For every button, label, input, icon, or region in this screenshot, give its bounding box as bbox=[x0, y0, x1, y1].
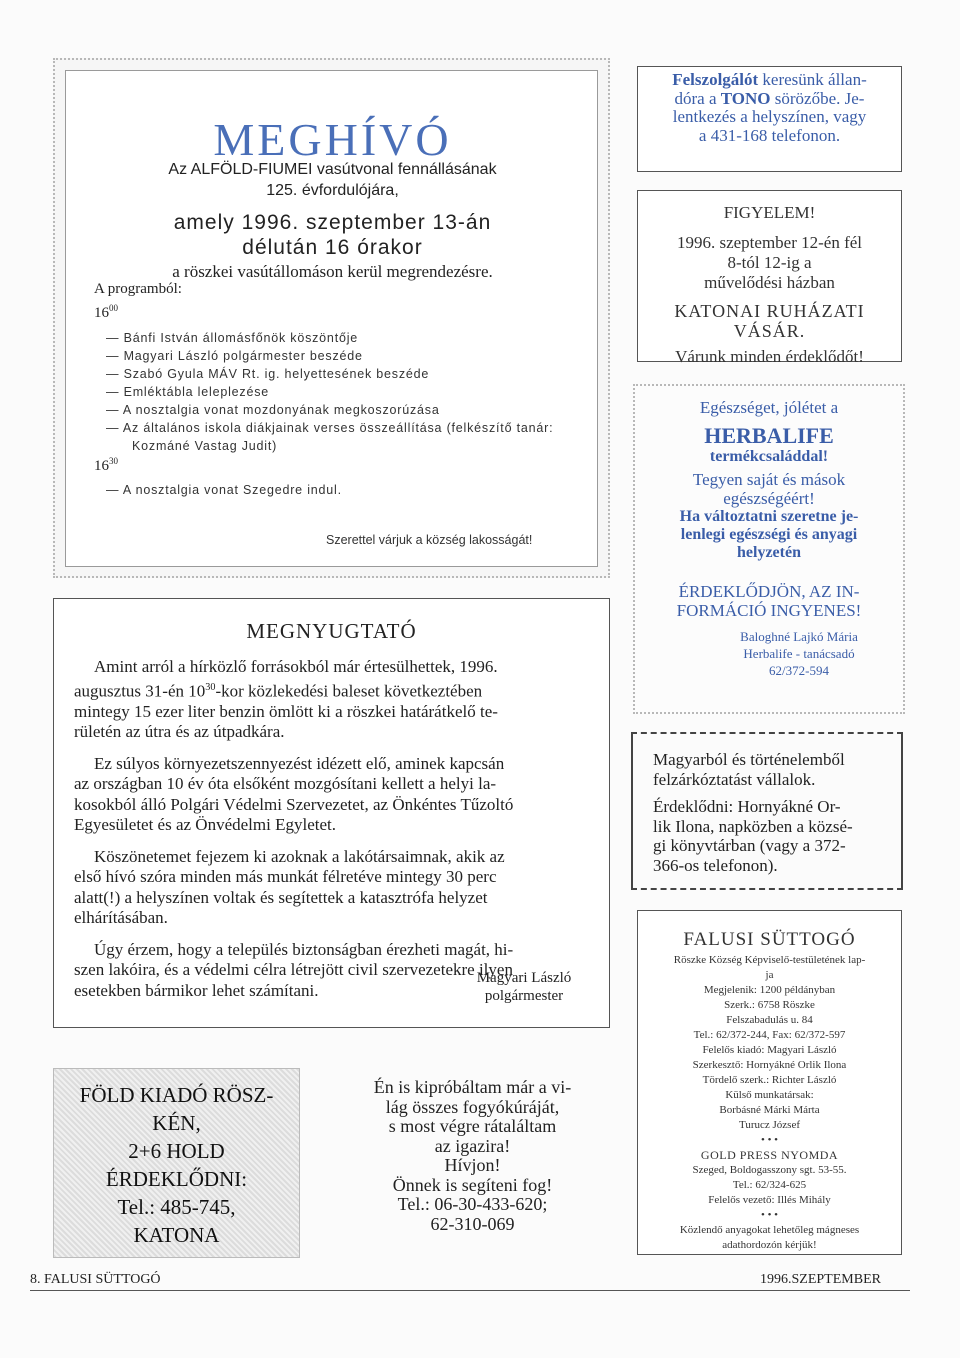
invitation-closing: Szerettel várjuk a község lakosságát! bbox=[326, 533, 533, 547]
tutoring-ad bbox=[631, 732, 903, 890]
program-time-2-min: 30 bbox=[109, 456, 118, 466]
bar-ad-text: sörözőbe. Je- bbox=[770, 88, 865, 108]
masthead-title: FALUSI SÜTTOGÓ bbox=[683, 929, 856, 950]
program-item-final: — A nosztalgia vonat Szegedre indul. bbox=[106, 483, 342, 497]
land-ad-line: KATONA bbox=[133, 1223, 220, 1247]
bar-ad bbox=[637, 66, 902, 172]
bar-ad-bold: Felszolgálót bbox=[672, 70, 759, 89]
bar-ad-line bbox=[638, 71, 901, 90]
land-ad-line: 2+6 HOLD bbox=[128, 1139, 225, 1163]
masthead-line: Borbásné Márki Márta bbox=[719, 1104, 820, 1116]
masthead-line: Szeged, Boldogasszony sgt. 53-55. bbox=[692, 1164, 847, 1176]
clothing-ad-line: 8-tól 12-ig a bbox=[727, 253, 812, 272]
masthead-line: Felelős kiadó: Magyari László bbox=[702, 1044, 837, 1056]
program-time-2 bbox=[94, 456, 118, 475]
program-item: — Bánfi István állomásfőnök köszöntője bbox=[106, 331, 359, 345]
masthead-box bbox=[637, 910, 902, 1255]
land-ad-line: ÉRDEKLŐDNI: bbox=[105, 1167, 248, 1191]
bar-ad-line: lentkezés a helyszínen, vagy bbox=[672, 107, 867, 126]
clothing-ad-line: VÁSÁR. bbox=[733, 321, 806, 341]
notice-line: rületén az útra és az útpadkára. bbox=[74, 722, 285, 742]
notice-text: -kor közlekedési baleset következtében bbox=[215, 681, 483, 701]
invitation-line-2: 125. évfordulójára, bbox=[266, 182, 399, 199]
diet-ad-line: 62-310-069 bbox=[430, 1213, 515, 1234]
invitation-title: MEGHÍVÓ bbox=[213, 114, 452, 165]
herbalife-line: egészségéért! bbox=[723, 489, 815, 508]
diet-ad-line: Én is kipróbáltam már a vi- bbox=[373, 1077, 572, 1097]
clothing-ad-line: FIGYELEM! bbox=[723, 203, 816, 222]
tutoring-line: gi könyvtárban (vagy a 372- bbox=[653, 836, 846, 855]
herbalife-ad bbox=[633, 384, 905, 714]
program-items bbox=[106, 329, 553, 455]
notice-line: Köszönetemet fejezem ki azoknak a lakótársaimnak, akik az bbox=[94, 846, 505, 866]
invitation-line-1: Az ALFÖLD-FIUMEI vasútvonal fennállásának bbox=[168, 161, 497, 178]
program-time-1-hour: 16 bbox=[94, 305, 109, 321]
herbalife-line: Egészséget, jólétet a bbox=[699, 398, 839, 417]
clothing-ad-line: 1996. szeptember 12-én fél bbox=[676, 233, 863, 252]
masthead-separator: • • • bbox=[760, 1209, 779, 1221]
masthead-separator: • • • bbox=[760, 1134, 779, 1146]
masthead-line: Tel.: 62/372-244, Fax: 62/372-597 bbox=[693, 1029, 846, 1041]
bar-ad-line: a 431-168 telefonon. bbox=[698, 125, 841, 145]
land-ad-line: KÉN, bbox=[152, 1111, 201, 1135]
masthead-line: Szerkesztő: Hornyákné Orlik Ilona bbox=[692, 1059, 847, 1071]
herbalife-line: ÉRDEKLŐDJÖN, AZ IN- bbox=[678, 582, 860, 601]
diet-ad-line: s most végre rátaláltam bbox=[388, 1116, 557, 1136]
bar-ad-text: dóra a bbox=[674, 88, 721, 108]
diet-ad-line: Hívjon! bbox=[444, 1155, 501, 1175]
notice-line: Egyesületet és az Önvédelmi Egyletet. bbox=[74, 815, 336, 835]
notice-line: Úgy érzem, hogy a település biztonságban érezheti magát, hi- bbox=[94, 939, 514, 959]
footer-right: 1996.SZEPTEMBER bbox=[760, 1272, 881, 1287]
notice-line: első hívó szóra minden más munkát félretéve mintegy 30 perc bbox=[74, 867, 497, 887]
masthead-line: Tördelő szerk.: Richter László bbox=[702, 1074, 837, 1086]
program-item: — A nosztalgia vonat mozdonyának megkoszorúzása bbox=[106, 403, 440, 417]
invitation-date: amely 1996. szeptember 13-án bbox=[173, 211, 492, 234]
masthead-line: Külső munkatársak: bbox=[725, 1089, 814, 1101]
masthead-line: Röszke Község Képviselő-testületének lap- bbox=[673, 954, 866, 966]
masthead-line: GOLD PRESS NYOMDA bbox=[700, 1148, 839, 1162]
notice-line bbox=[74, 678, 594, 702]
invitation-venue: a röszkei vasútállomáson kerül megrendezésre. bbox=[172, 262, 493, 281]
land-ad-line: Tel.: 485-745, bbox=[117, 1195, 236, 1219]
program-time-1 bbox=[94, 303, 118, 322]
notice-line: az országban 10 év óta elsőként mozgósítani kellett a helyi la- bbox=[74, 774, 497, 794]
invitation-time: délután 16 órakor bbox=[242, 236, 423, 259]
tutoring-line: Magyarból és történelemből bbox=[653, 750, 845, 769]
signature-name: Magyari László bbox=[476, 970, 572, 986]
notice-line: mintegy 15 ezer liter benzin ömlött ki a röszkei határátkelő te- bbox=[74, 701, 498, 721]
notice-time-sup: 30 bbox=[205, 681, 216, 693]
herbalife-line: FORMÁCIÓ INGYENES! bbox=[676, 601, 862, 620]
footer-rule bbox=[30, 1290, 910, 1291]
notice-box bbox=[53, 598, 610, 1028]
tutoring-line: lik Ilona, napközben a közsé- bbox=[653, 816, 853, 836]
diet-ad-line: Önnek is segíteni fog! bbox=[392, 1174, 553, 1195]
program-time-2-hour: 16 bbox=[94, 458, 109, 474]
herbalife-brand: HERBALIFE bbox=[704, 423, 834, 448]
notice-title: MEGNYUGTATÓ bbox=[246, 619, 417, 643]
notice-text: augusztus 31-én 10 bbox=[74, 681, 206, 701]
land-ad bbox=[53, 1068, 300, 1258]
program-item: — Magyari László polgármester beszéde bbox=[106, 349, 363, 363]
notice-line: Ez súlyos környezetszennyezést idézett elő, aminek kapcsán bbox=[94, 753, 505, 773]
masthead-line: Felelős vezető: Illés Mihály bbox=[708, 1194, 831, 1206]
diet-ad-line: Tel.: 06-30-433-620; bbox=[397, 1194, 548, 1214]
masthead-line: Felszabadulás u. 84 bbox=[726, 1014, 813, 1026]
notice-signature bbox=[449, 969, 599, 1005]
clothing-ad-line: Várunk minden érdeklődőt! bbox=[675, 347, 864, 366]
program-item-continued: Kozmáné Vastag Judit) bbox=[132, 439, 278, 453]
clothing-ad-line: KATONAI RUHÁZATI bbox=[674, 301, 865, 321]
masthead-line: adathordozón kérjük! bbox=[722, 1239, 817, 1251]
herbalife-line: helyzetén bbox=[737, 544, 801, 561]
bar-ad-text: keresünk állan- bbox=[758, 70, 867, 89]
notice-line: Amint arról a hírközlő forrásokból már értesülhettek, 1996. bbox=[94, 657, 498, 676]
bar-ad-bold: TONO bbox=[720, 88, 771, 108]
program-time-1-min: 00 bbox=[109, 303, 118, 313]
clothing-sale-ad bbox=[637, 190, 902, 366]
tutoring-line: Érdeklődni: Hornyákné Or- bbox=[653, 797, 841, 816]
herbalife-line: termékcsaláddal! bbox=[709, 448, 829, 465]
program-item: — Az általános iskola diákjainak verses összeállítása (felkészítő tanár: bbox=[106, 421, 554, 435]
invitation-frame bbox=[53, 58, 610, 578]
tutoring-line: felzárkóztatást vállalok. bbox=[653, 769, 816, 789]
masthead-line: Turucz József bbox=[739, 1119, 800, 1131]
herbalife-contact: 62/372-594 bbox=[769, 663, 829, 678]
notice-body bbox=[74, 657, 594, 1001]
notice-line: elhárításában. bbox=[74, 908, 168, 928]
notice-line: alatt(!) a helyszínen voltak és segítettek a katasztrófa helyzet bbox=[74, 887, 488, 907]
herbalife-line: Tegyen saját és mások bbox=[692, 470, 846, 489]
masthead-line: Tel.: 62/324-625 bbox=[732, 1179, 807, 1191]
herbalife-line: Ha változtatni szeretne je- bbox=[679, 508, 859, 525]
signature-title: polgármester bbox=[484, 988, 564, 1004]
program-item: — Emléktábla leleplezése bbox=[106, 385, 270, 399]
footer-left: 8. FALUSI SÜTTOGÓ bbox=[30, 1272, 161, 1287]
bar-ad-line bbox=[638, 90, 901, 109]
tutoring-line: 366-os telefonon). bbox=[653, 855, 778, 875]
masthead-line: Közlendő anyagokat lehetőleg mágneses bbox=[679, 1224, 860, 1236]
masthead-line: Megjelenik: 1200 példányban bbox=[703, 984, 836, 996]
diet-ad-line: az igazira! bbox=[434, 1135, 511, 1156]
masthead-line: ja bbox=[765, 969, 774, 981]
notice-line: esetekben bármikor lehet számítani. bbox=[74, 980, 319, 1000]
herbalife-contact: Baloghné Lajkó Mária bbox=[740, 629, 858, 644]
land-ad-line: FÖLD KIADÓ RÖSZ- bbox=[79, 1083, 274, 1107]
diet-ad bbox=[345, 1078, 600, 1234]
diet-ad-line: lág összes fogyókúráját, bbox=[385, 1096, 560, 1117]
notice-line: kosokból álló Polgári Védelmi Szervezetet, az Önkéntes Tűzoltó bbox=[74, 794, 514, 814]
herbalife-contact: Herbalife - tanácsadó bbox=[743, 646, 855, 661]
invitation-box bbox=[65, 70, 598, 567]
masthead-line: Szerk.: 6758 Röszke bbox=[724, 999, 815, 1011]
clothing-ad-line: művelődési házban bbox=[704, 273, 835, 292]
herbalife-line: lenlegi egészségi és anyagi bbox=[680, 526, 858, 543]
program-label: A programból: bbox=[94, 281, 182, 297]
program-item: — Szabó Gyula MÁV Rt. ig. helyettesének beszéde bbox=[106, 367, 430, 381]
notice-line: szen lakóira, és a védelmi célra létrejött civil szervezetekre ilyen bbox=[74, 960, 513, 980]
